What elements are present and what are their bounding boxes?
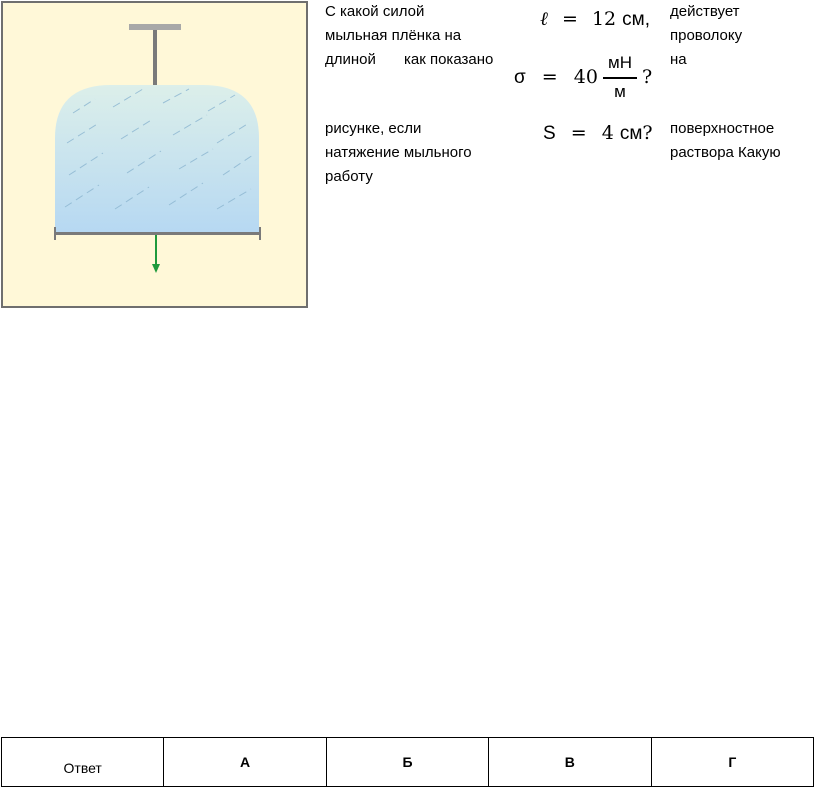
length-symbol: ℓ xyxy=(540,8,548,30)
length-unit: см, xyxy=(622,9,651,30)
hanger-rod xyxy=(153,30,157,85)
answer-row xyxy=(2,738,814,787)
formula-length xyxy=(540,8,650,31)
formula-area xyxy=(543,122,653,145)
wire-right-tick xyxy=(259,227,261,240)
sigma-fraction-bar xyxy=(603,77,637,79)
text-right-2: проволоку xyxy=(670,27,743,44)
sigma-symbol: σ xyxy=(514,67,526,88)
text-line-6: работу xyxy=(325,168,373,185)
area-unit: см xyxy=(619,123,643,144)
hanger-bar xyxy=(129,24,181,30)
answer-option-b[interactable]: Б xyxy=(326,738,488,787)
formula-sigma xyxy=(514,66,598,89)
soap-film-figure xyxy=(1,1,308,308)
sigma-equals: = xyxy=(541,66,558,88)
text-right-3: на xyxy=(670,51,687,68)
text-line-4: рисунке, если xyxy=(325,120,422,137)
text-line-5: натяжение мыльного xyxy=(325,144,472,161)
text-right-5: раствора Какую xyxy=(670,144,781,161)
soap-film xyxy=(55,85,259,233)
answer-option-a[interactable]: А xyxy=(164,738,326,787)
text-line-2: мыльная плёнка на xyxy=(325,27,462,44)
area-symbol: S xyxy=(543,123,556,144)
text-line-3a: длиной xyxy=(325,51,376,68)
text-right-4: поверхностное xyxy=(670,120,775,137)
answer-option-c[interactable]: В xyxy=(489,738,651,787)
force-arrow-head xyxy=(152,264,160,273)
area-value: 4 xyxy=(601,122,614,144)
text-line-3b: как показано xyxy=(404,51,494,68)
text-right-1: действует xyxy=(670,3,740,20)
answer-option-d[interactable]: Г xyxy=(651,738,813,787)
answer-label: Ответ xyxy=(2,738,164,787)
length-equals: = xyxy=(561,8,578,30)
soap-film-diagram xyxy=(3,3,310,310)
sigma-unit-denominator: м xyxy=(614,82,626,101)
text-line-1: С какой силой xyxy=(325,3,425,20)
wire-left-tick xyxy=(54,227,56,240)
sigma-question: ? xyxy=(642,66,653,88)
sigma-value: 40 xyxy=(573,66,598,88)
area-equals: = xyxy=(570,122,587,144)
sigma-unit-numerator: мН xyxy=(608,53,632,72)
length-value: 12 xyxy=(591,8,617,30)
answer-table xyxy=(1,737,814,787)
wire-crossbar xyxy=(55,232,261,235)
area-question: ? xyxy=(642,122,653,144)
